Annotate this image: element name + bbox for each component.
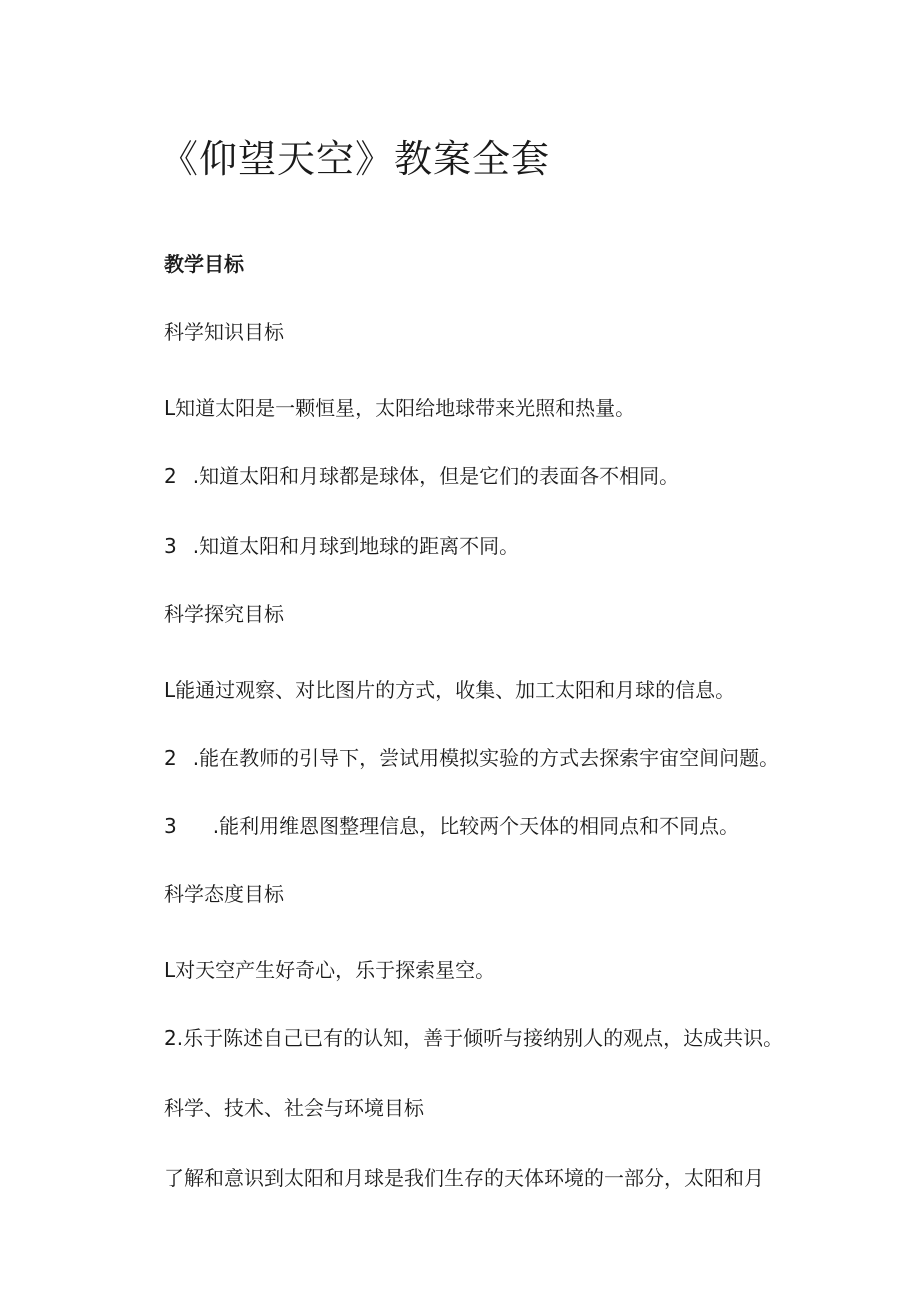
section-heading: 教学目标 xyxy=(164,252,244,276)
list-number: 3 xyxy=(164,534,177,558)
sts-item-1: 了解和意识到太阳和月球是我们生存的天体环境的一部分，太阳和月 xyxy=(164,1166,764,1190)
list-text: .知道太阳和月球都是球体，但是它们的表面各不相同。 xyxy=(192,464,680,488)
attitude-item-2: 2.乐于陈述自己已有的认知，善于倾听与接纳别人的观点，达成共识。 xyxy=(164,1026,784,1050)
knowledge-item-1: L知道太阳是一颗恒星，太阳给地球带来光照和热量。 xyxy=(164,396,636,420)
list-number: 2 xyxy=(164,746,177,770)
inquiry-item-3 xyxy=(164,810,739,839)
document-title: 《仰望天空》教案全套 xyxy=(160,137,551,181)
knowledge-item-3 xyxy=(164,530,519,559)
list-number: 3 xyxy=(164,814,177,838)
list-number: 2 xyxy=(164,464,177,488)
sts-heading: 科学、技术、社会与环境目标 xyxy=(164,1096,424,1120)
inquiry-item-2 xyxy=(164,742,779,771)
attitude-item-1: L对天空产生好奇心，乐于探索星空。 xyxy=(164,958,496,982)
attitude-heading: 科学态度目标 xyxy=(164,882,284,906)
inquiry-item-1: L能通过观察、对比图片的方式，收集、加工太阳和月球的信息。 xyxy=(164,678,736,702)
list-text: .能在教师的引导下，尝试用模拟实验的方式去探索宇宙空间问题。 xyxy=(192,746,780,770)
list-text: .知道太阳和月球到地球的距离不同。 xyxy=(192,534,520,558)
knowledge-heading: 科学知识目标 xyxy=(164,320,284,344)
inquiry-heading: 科学探究目标 xyxy=(164,602,284,626)
list-text: .能利用维恩图整理信息，比较两个天体的相同点和不同点。 xyxy=(212,814,740,838)
knowledge-item-2 xyxy=(164,460,679,489)
